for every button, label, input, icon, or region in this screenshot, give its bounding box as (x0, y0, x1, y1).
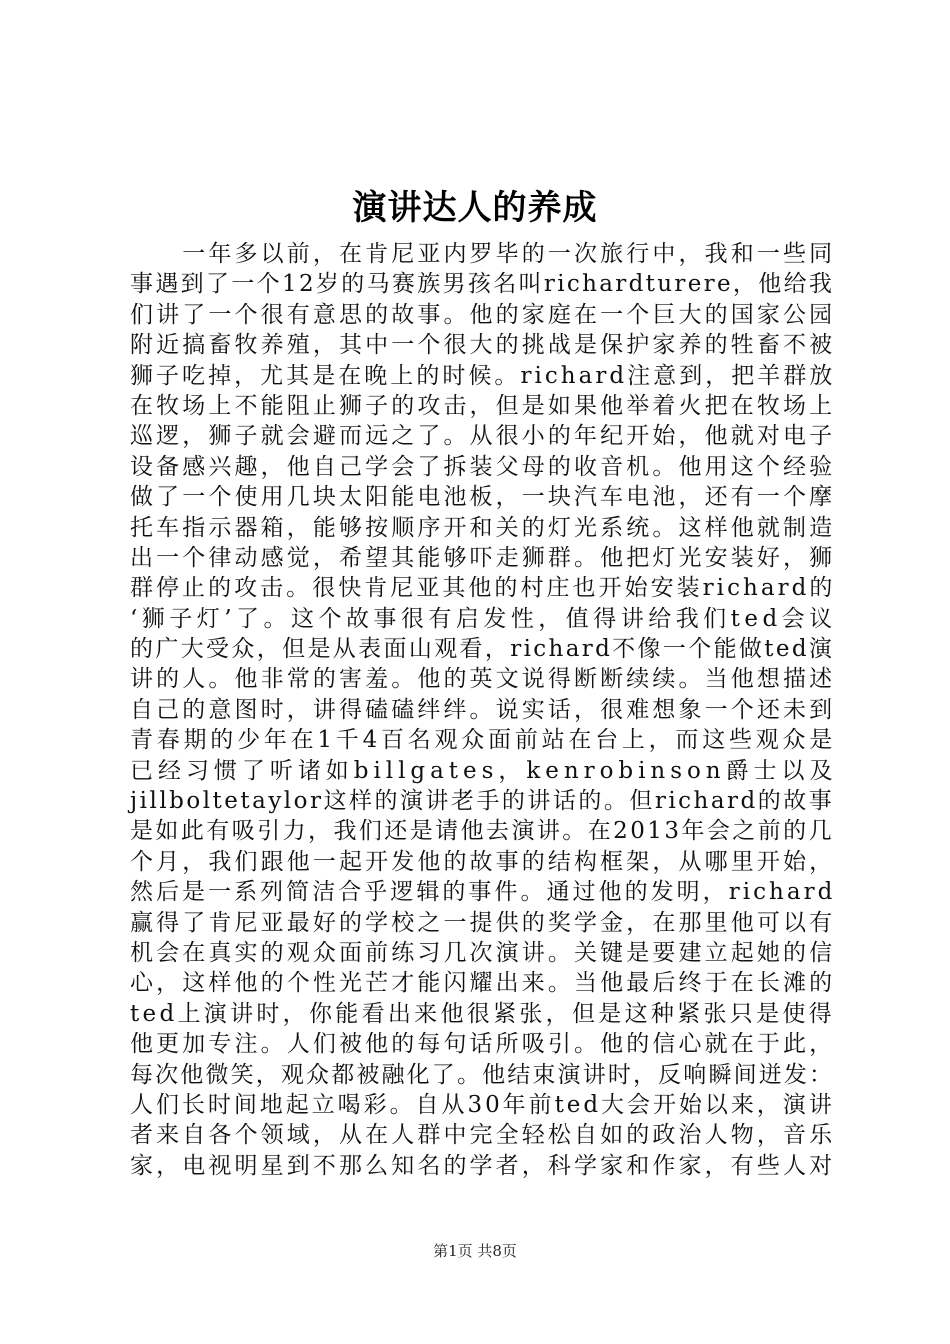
body-line: 个月，我们跟他一起开发他的故事的结构框架，从哪里开始， (130, 848, 836, 875)
body-line: 机会在真实的观众面前练习几次演讲。关键是要建立起她的信 (130, 939, 836, 966)
body-line: 狮子吃掉，尤其是在晚上的时候。richard注意到，把羊群放 (130, 362, 836, 389)
body-line: 群停止的攻击。很快肯尼亚其他的村庄也开始安装richard的 (130, 575, 836, 602)
document-body (130, 239, 838, 1181)
body-line: ‘狮子灯’了。这个故事很有启发性，值得讲给我们ted会议 (130, 605, 837, 632)
body-line: 事遇到了一个12岁的马赛族男孩名叫richardturere，他给我 (130, 271, 835, 298)
body-line: 托车指示器箱，能够按顺序开和关的灯光系统。这样他就制造 (130, 514, 836, 541)
document-title: 演讲达人的养成 (352, 188, 598, 228)
body-line: 一年多以前，在肯尼亚内罗毕的一次旅行中，我和一些同 (130, 241, 836, 267)
body-line: 是如此有吸引力，我们还是请他去演讲。在2013年会之前的几 (130, 818, 835, 845)
body-line: 赢得了肯尼亚最好的学校之一提供的奖学金，在那里他可以有 (130, 909, 836, 936)
body-line: ted上演讲时，你能看出来他很紧张，但是这种紧张只是使得 (130, 1000, 835, 1027)
body-line: 心，这样他的个性光芒才能闪耀出来。当他最后终于在长滩的 (130, 970, 836, 997)
body-line: 者来自各个领域，从在人群中完全轻松自如的政治人物，音乐 (130, 1122, 836, 1149)
body-line: 出一个律动感觉，希望其能够吓走狮群。他把灯光安装好，狮 (130, 544, 836, 571)
body-line: 然后是一系列简洁合乎逻辑的事件。通过他的发明，richard (130, 879, 836, 906)
body-line: 他更加专注。人们被他的每句话所吸引。他的信心就在于此， (130, 1031, 836, 1058)
body-line: 做了一个使用几块太阳能电池板，一块汽车电池，还有一个摩 (130, 484, 836, 511)
body-line: 每次他微笑，观众都被融化了。他结束演讲时，反响瞬间迸发： (130, 1061, 835, 1088)
body-line: 在牧场上不能阻止狮子的攻击，但是如果他举着火把在牧场上 (130, 392, 836, 419)
body-line: 人们长时间地起立喝彩。自从30年前ted大会开始以来，演讲 (130, 1091, 835, 1118)
body-line: 青春期的少年在1千4百名观众面前站在台上，而这些观众是 (130, 727, 837, 754)
body-line: 家，电视明星到不那么知名的学者，科学家和作家，有些人对 (130, 1152, 836, 1179)
body-line: jillboltetaylor这样的演讲老手的讲话的。但richard的故事 (130, 788, 835, 815)
body-line: 附近搞畜牧养殖，其中一个很大的挑战是保护家养的牲畜不被 (130, 332, 836, 359)
body-line: 已经习惯了听诸如billgates，kenrobinson爵士以及 (130, 757, 838, 784)
body-line: 巡逻，狮子就会避而远之了。从很小的年纪开始，他就对电子 (130, 423, 836, 450)
body-line: 的广大受众，但是从表面山观看，richard不像一个能做ted演 (130, 636, 835, 663)
page-number-footer: 第1页 共8页 (433, 1242, 517, 1260)
body-line: 设备感兴趣，他自己学会了拆装父母的收音机。他用这个经验 (130, 453, 836, 480)
body-line: 们讲了一个很有意思的故事。他的家庭在一个巨大的国家公园 (130, 301, 836, 328)
body-line: 自己的意图时，讲得磕磕绊绊。说实话，很难想象一个还未到 (130, 696, 836, 723)
body-line: 讲的人。他非常的害羞。他的英文说得断断续续。当他想描述 (130, 666, 836, 693)
